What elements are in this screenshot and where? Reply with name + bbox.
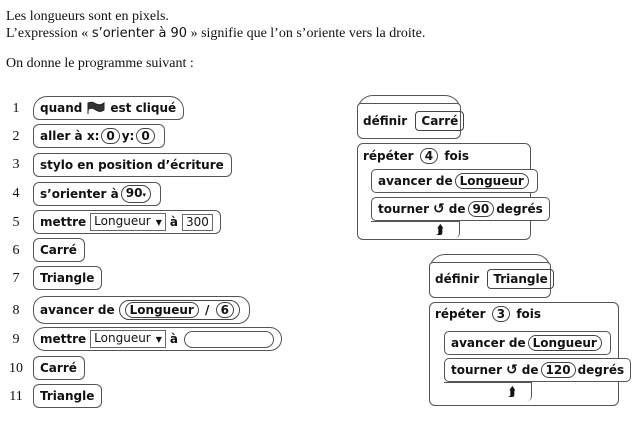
- block-label: y:: [121, 129, 135, 143]
- call-carre-block[interactable]: [33, 356, 85, 380]
- line-number: 6: [12, 243, 20, 258]
- block-label: Triangle: [40, 389, 95, 403]
- block-label: est cliqué: [110, 101, 177, 115]
- block-label: aller à x:: [40, 129, 100, 143]
- block-label: de: [448, 202, 466, 216]
- block-label: tourner: [451, 363, 503, 377]
- line-number: 7: [12, 271, 20, 286]
- block-label: Carré: [40, 361, 77, 375]
- when-flag-clicked-block[interactable]: [33, 96, 184, 120]
- block-label: quand: [40, 101, 83, 115]
- block-label: Carré: [40, 243, 77, 257]
- repeat-count-input[interactable]: 3: [492, 306, 510, 322]
- divide-operator[interactable]: [119, 300, 240, 320]
- direction-input[interactable]: [121, 185, 151, 203]
- line-number: 1: [12, 101, 20, 116]
- intro-line-3: On donne le programme suivant :: [6, 56, 194, 71]
- block-label: mettre: [40, 332, 87, 346]
- angle-input[interactable]: 120: [541, 362, 576, 378]
- rotate-left-icon: ↺: [506, 362, 518, 378]
- block-label: stylo en position d’écriture: [40, 158, 224, 172]
- block-label: degrés: [496, 202, 543, 216]
- repeat-label: [435, 306, 541, 322]
- divisor-input[interactable]: 6: [216, 302, 234, 318]
- block-label: mettre: [40, 215, 87, 229]
- repeat-label: [363, 148, 469, 164]
- block-label: degrés: [577, 363, 625, 377]
- loop-arrow-icon: ⮭: [508, 384, 516, 399]
- chevron-down-icon: ▼: [155, 335, 162, 344]
- call-carre-block[interactable]: [33, 238, 85, 262]
- block-label: à: [169, 215, 179, 229]
- green-flag-icon: [86, 101, 106, 115]
- times-keyword: fois: [444, 149, 470, 163]
- line-number: 9: [12, 332, 20, 347]
- intro-line-2: [6, 26, 425, 42]
- turn-block[interactable]: [444, 358, 631, 382]
- times-keyword: fois: [516, 307, 542, 321]
- goto-xy-block[interactable]: [33, 124, 165, 148]
- repeat-footer: [444, 382, 532, 401]
- line-number: 8: [12, 303, 20, 318]
- block-label: Triangle: [40, 271, 95, 285]
- call-triangle-block[interactable]: [33, 266, 102, 290]
- line-number: 3: [12, 157, 20, 172]
- define-keyword: définir: [363, 114, 408, 128]
- variable-name: Longueur: [94, 331, 151, 345]
- block-label: s’orienter à: [40, 187, 119, 201]
- turn-block[interactable]: [371, 197, 550, 221]
- chevron-down-icon: ▾: [142, 191, 146, 199]
- intro-line-2-pre: L’expression «: [6, 26, 92, 41]
- line-number: 2: [12, 129, 20, 144]
- empty-value-slot[interactable]: [184, 331, 274, 348]
- rotate-left-icon: ↺: [433, 201, 445, 217]
- line-number: 11: [9, 389, 23, 404]
- variable-name: Longueur: [94, 214, 151, 228]
- x-value-input[interactable]: 0: [101, 128, 119, 144]
- intro-line-2-post: » signifie que l’on s’oriente vers la droite.: [187, 26, 426, 41]
- block-label: avancer de: [378, 174, 453, 188]
- procedure-name: Carré: [415, 111, 464, 131]
- line-number: 10: [9, 361, 23, 376]
- angle-input[interactable]: 90: [468, 201, 495, 217]
- block-label: de: [521, 363, 539, 377]
- pen-down-block[interactable]: [33, 153, 232, 177]
- operator-label: /: [205, 303, 210, 317]
- block-label: avancer de: [451, 336, 526, 350]
- set-variable-block-empty[interactable]: [33, 327, 282, 351]
- block-label: tourner: [378, 202, 430, 216]
- direction-value: 90: [125, 186, 143, 200]
- move-steps-block[interactable]: [33, 296, 250, 324]
- variable-dropdown[interactable]: [90, 330, 166, 348]
- point-direction-block[interactable]: [33, 182, 161, 206]
- define-label: [435, 269, 554, 289]
- longueur-reporter[interactable]: Longueur: [455, 173, 529, 189]
- line-number: 4: [12, 186, 20, 201]
- repeat-count-input[interactable]: 4: [420, 148, 438, 164]
- line-number: 5: [12, 215, 20, 230]
- longueur-reporter[interactable]: Longueur: [125, 302, 199, 318]
- loop-arrow-icon: ⮭: [436, 222, 444, 237]
- variable-dropdown[interactable]: [90, 213, 166, 231]
- block-label: avancer de: [40, 303, 115, 317]
- move-steps-block[interactable]: [371, 169, 538, 193]
- repeat-keyword: répéter: [363, 149, 414, 163]
- block-label: à: [169, 332, 179, 346]
- move-steps-block[interactable]: [444, 331, 611, 355]
- intro-line-1: Les longueurs sont en pixels.: [6, 9, 169, 24]
- longueur-reporter[interactable]: Longueur: [528, 335, 602, 351]
- procedure-name: Triangle: [487, 269, 553, 289]
- repeat-keyword: répéter: [435, 307, 486, 321]
- define-label: [363, 111, 464, 131]
- y-value-input[interactable]: 0: [136, 128, 154, 144]
- define-keyword: définir: [435, 272, 480, 286]
- value-input[interactable]: 300: [182, 214, 213, 231]
- set-variable-block[interactable]: [33, 210, 221, 234]
- intro-code: s’orienter à 90: [91, 26, 188, 41]
- chevron-down-icon: ▼: [155, 218, 162, 227]
- repeat-footer: [371, 221, 460, 238]
- call-triangle-block[interactable]: [33, 384, 102, 408]
